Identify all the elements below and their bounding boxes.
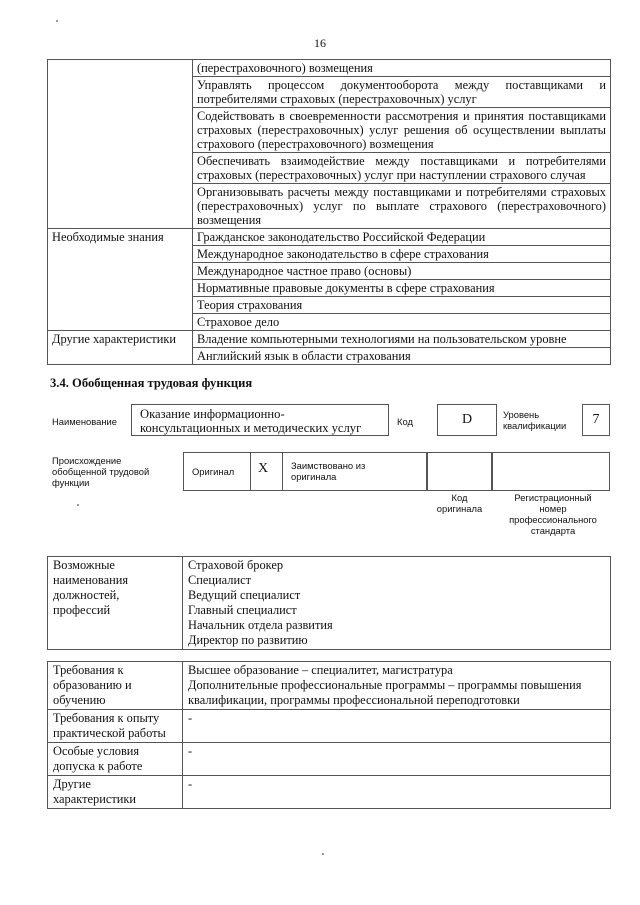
- row-value: Международное частное право (основы): [193, 263, 611, 280]
- divider: [282, 452, 283, 491]
- label-line: наименования: [53, 573, 129, 587]
- name-label: Наименование: [52, 416, 117, 427]
- level-label: [503, 409, 566, 431]
- label-line: должностей,: [53, 588, 120, 602]
- page-number: 16: [314, 36, 326, 50]
- name-value-line: Оказание информационно-: [140, 407, 285, 421]
- row-value: -: [183, 710, 611, 743]
- table-row: [48, 331, 611, 348]
- row-label: [48, 60, 193, 229]
- label-line: практической работы: [53, 726, 166, 740]
- label-line: Требования к: [53, 663, 124, 677]
- row-value: Теория страхования: [193, 297, 611, 314]
- table-row: [48, 229, 611, 246]
- original-mark: X: [258, 461, 269, 476]
- registration-caption: [492, 492, 614, 536]
- code-label: Код: [397, 416, 413, 427]
- borrowed-label-line: оригинала: [291, 471, 337, 482]
- name-value-line: консультационных и методических услуг: [140, 421, 362, 435]
- label-line: Возможные: [53, 558, 115, 572]
- level-label-line: квалификации: [503, 420, 567, 431]
- label-line: образованию и: [53, 678, 132, 692]
- label-line: Особые условия: [53, 744, 140, 758]
- row-value: [183, 662, 611, 710]
- name-box: [131, 404, 389, 436]
- code-caption-line: оригинала: [436, 503, 483, 514]
- position-item: Страховой брокер: [188, 558, 284, 572]
- code-value: D: [437, 404, 497, 436]
- row-value: Содействовать в своевременности рассмотрения и принятия поставщиками страховых (перестраховочных) услуг решения об осуществлении выплаты страхового (перестраховочного) возмещения: [193, 108, 611, 153]
- positions-table: [47, 556, 611, 650]
- table-row: [48, 776, 611, 809]
- code-caption-line: Код: [451, 492, 468, 503]
- table-row: [48, 710, 611, 743]
- scan-speck: [56, 20, 58, 22]
- scan-speck: [77, 504, 79, 506]
- table-row: [48, 662, 611, 710]
- position-item: Главный специалист: [188, 603, 297, 617]
- label-line: профессий: [53, 603, 111, 617]
- label-line: допуска к работе: [53, 759, 143, 773]
- value-line: Дополнительные профессиональные программы – программы повышения квалификации, программы профессиональной переподготовки: [188, 678, 582, 707]
- row-value: Владение компьютерными технологиями на пользовательском уровне: [193, 331, 611, 348]
- label-line: характеристики: [53, 792, 137, 806]
- registration-number-box: [492, 452, 610, 491]
- labor-actions-table: [47, 59, 611, 365]
- section-title: 3.4. Обобщенная трудовая функция: [50, 376, 253, 390]
- row-value: Английский язык в области страхования: [193, 348, 611, 365]
- divider: [250, 452, 251, 491]
- origin-label-line: обобщенной трудовой: [52, 466, 150, 477]
- row-value: Управлять процессом документооборота между поставщиками и потребителями страховых (перестраховочных) услуг: [193, 77, 611, 108]
- table-row: [48, 60, 611, 77]
- level-label-line: Уровень: [503, 409, 540, 420]
- row-value: Международное законодательство в сфере страхования: [193, 246, 611, 263]
- row-label: [48, 557, 183, 650]
- value-line: Высшее образование – специалитет, магистратура: [188, 663, 453, 677]
- position-item: Начальник отдела развития: [188, 618, 333, 632]
- position-item: Специалист: [188, 573, 251, 587]
- table-row: [48, 743, 611, 776]
- row-label: Необходимые знания: [48, 229, 193, 331]
- position-item: Ведущий специалист: [188, 588, 301, 602]
- scan-speck: [322, 853, 324, 855]
- label-line: Другие: [53, 777, 91, 791]
- level-value: 7: [582, 404, 610, 436]
- row-value: Страховое дело: [193, 314, 611, 331]
- origin-label-line: Происхождение: [52, 455, 122, 466]
- registration-caption-line: номер: [539, 503, 567, 514]
- row-value: Организовывать расчеты между поставщиками и потребителями страховых (перестраховочных) услуг по выплате страхового (перестраховочного) возмещения: [193, 184, 611, 229]
- borrowed-label: [291, 460, 365, 482]
- requirements-table: [47, 661, 611, 809]
- registration-caption-line: стандарта: [530, 525, 576, 536]
- table-row: [48, 557, 611, 650]
- row-value: Нормативные правовые документы в сфере страхования: [193, 280, 611, 297]
- origin-label-line: функции: [52, 477, 90, 488]
- position-item: Директор по развитию: [188, 633, 308, 647]
- row-label: [48, 776, 183, 809]
- row-value: Обеспечивать взаимодействие между поставщиками и потребителями страховых (перестраховочных) услуг при наступлении страхового случая: [193, 153, 611, 184]
- row-label: [48, 662, 183, 710]
- row-value: Гражданское законодательство Российской Федерации: [193, 229, 611, 246]
- row-value: -: [183, 743, 611, 776]
- row-value: -: [183, 776, 611, 809]
- code-caption: [427, 492, 492, 514]
- row-value: (перестраховочного) возмещения: [193, 60, 611, 77]
- label-line: Требования к опыту: [53, 711, 160, 725]
- original-label: Оригинал: [192, 466, 235, 477]
- origin-label: [52, 455, 149, 488]
- row-label: Другие характеристики: [48, 331, 193, 365]
- registration-caption-line: профессионального: [509, 514, 597, 525]
- label-line: обучению: [53, 693, 106, 707]
- borrowed-label-line: Заимствовано из: [291, 460, 366, 471]
- row-label: [48, 710, 183, 743]
- row-value: [183, 557, 611, 650]
- registration-caption-line: Регистрационный: [514, 492, 592, 503]
- original-code-box: [427, 452, 492, 491]
- row-label: [48, 743, 183, 776]
